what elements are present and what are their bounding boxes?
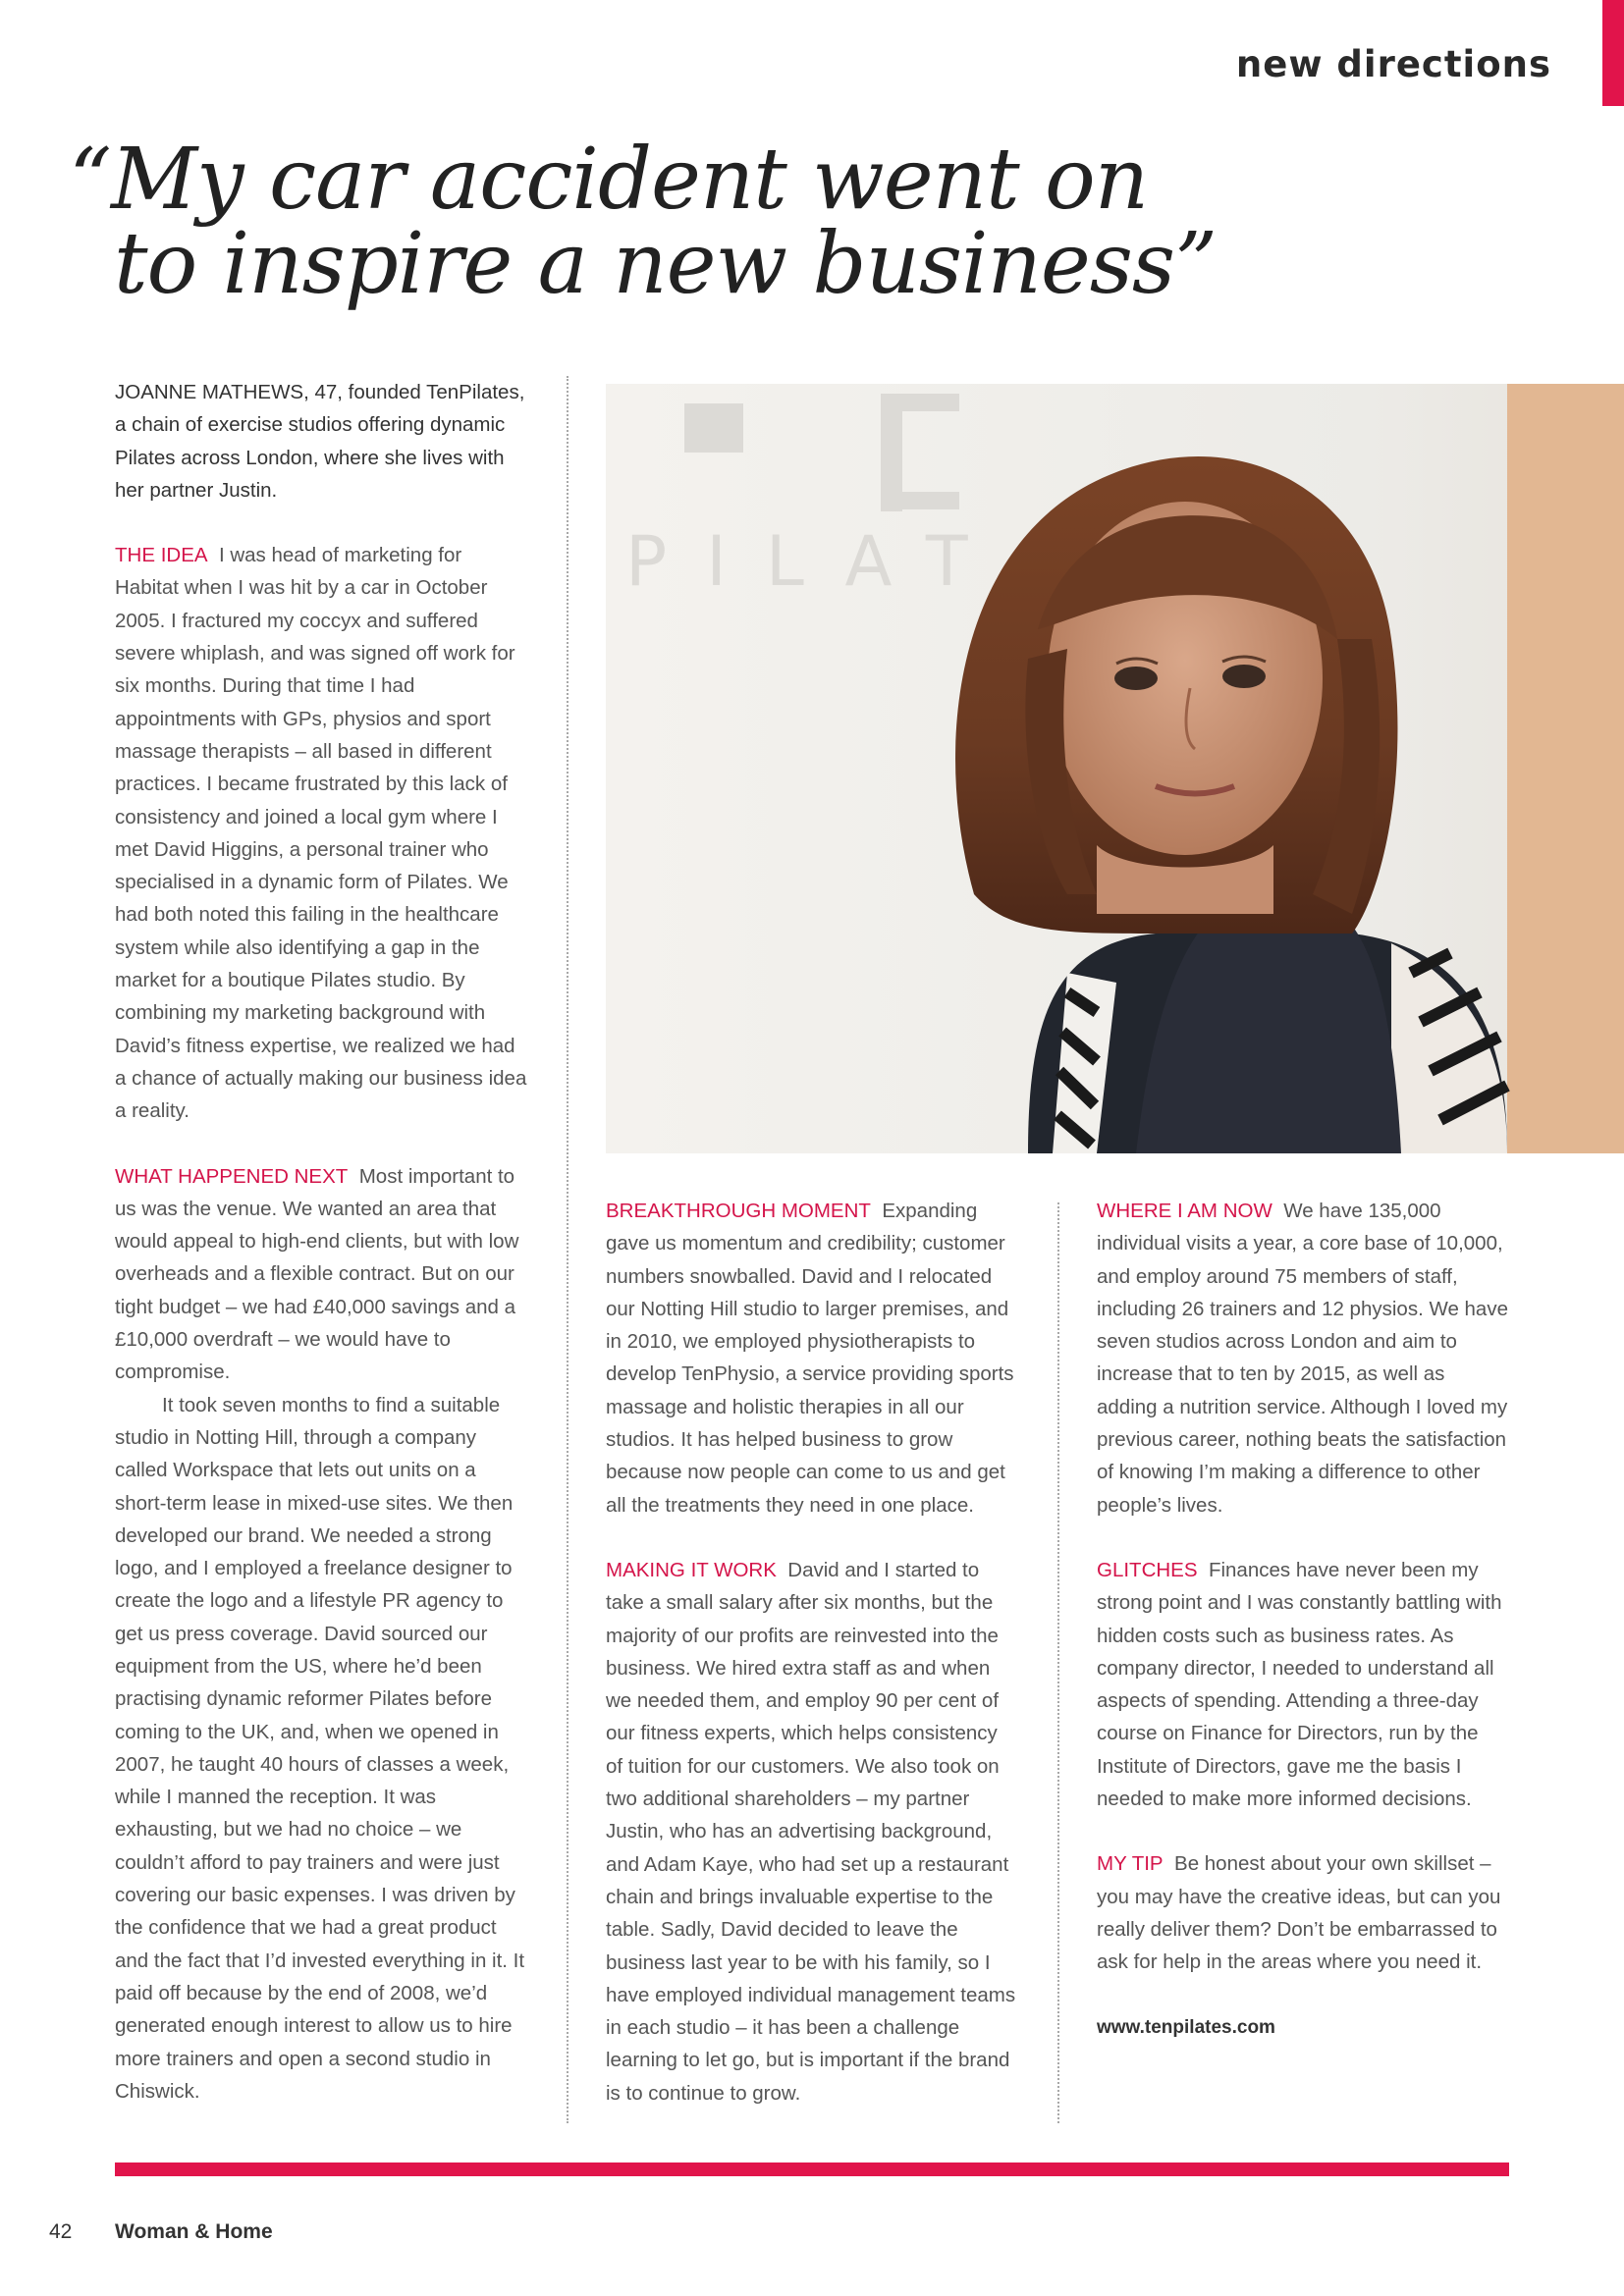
column-divider (1057, 1202, 1059, 2123)
heading-making-it-work: MAKING IT WORK (606, 1558, 777, 1581)
column-divider (567, 376, 568, 2123)
heading-glitches: GLITCHES (1097, 1558, 1198, 1581)
text-column-2 (606, 1195, 1018, 2142)
portrait-photo (606, 384, 1624, 1153)
body-breakthrough-moment: Expanding gave us momentum and credibility; customer numbers snowballed. David and I relocated our Notting Hill studio to larger premises, and in 2010, we employed physiotherapists to develop TenPhysio, a service providing sports massage and holistic therapies in all our studios. It has helped business to grow because now people can come to us and get all the treatments they need in one place. (606, 1200, 1014, 1517)
section-label: new directions (1235, 43, 1551, 85)
standfirst: JOANNE MATHEWS, 47, founded TenPilates, a chain of exercise studios offering dynamic Pilates across London, where she lives with her partner Justin. (115, 381, 525, 502)
section-breakthrough-moment (606, 1195, 1018, 1522)
body-the-idea: I was head of marketing for Habitat when I was hit by a car in October 2005. I fractured my coccyx and suffered severe whiplash, and was signed off work for six months. During that time I had appointments with GPs, physios and sport massage therapists – all based in different practices. I became frustrated by this lack of consistency and joined a local gym where I met David Higgins, a personal trainer who specialised in a dynamic form of Pilates. We had both noted this failing in the healthcare system while also identifying a gap in the market for a boutique Pilates studio. By combining my marketing background with David’s fitness expertise, we realized we had a chance of actually making our business idea a reality. (115, 544, 527, 1123)
text-column-3 (1097, 1195, 1509, 2076)
headline-line-1: “My car accident went on (69, 131, 1149, 229)
body-what-happened-next: Most important to us was the venue. We wanted an area that would appeal to high-end clients, but with low overheads and a flexible contract. But on our tight budget – we had £40,000 savings and a £10,000 overdraft – we would have to compromise. (115, 1164, 519, 1384)
section-what-happened-next (115, 1160, 527, 1389)
body-my-tip: Be honest about your own skillset – you may have the creative ideas, but can you really deliver them? Don’t be embarrassed to ask for help in the areas where you need it. (1097, 1852, 1501, 1974)
magazine-name: Woman & Home (115, 2220, 273, 2243)
body-where-i-am-now: We have 135,000 individual visits a year, a core base of 10,000, and employ around 75 members of staff, including 26 trainers and 12 physios. We have seven studios across London and aim to increase that to ten by 2015, as well as adding a nutrition service. Although I loved my previous career, nothing beats the satisfaction of knowing I’m making a difference to other people’s lives. (1097, 1200, 1508, 1517)
body-what-happened-next-continued: It took seven months to find a suitable studio in Notting Hill, through a company called Workspace that lets out units on a short-term lease in mixed-use sites. We then developed our brand. We needed a strong logo, and I employed a freelance designer to create the logo and a lifestyle PR agency to get us press coverage. David sourced our equipment from the US, where he’d been practising dynamic reformer Pilates before coming to the UK, and, when we opened in 2007, he taught 40 hours of classes a week, while I manned the reception. It was exhausting, but we had no choice – we couldn’t afford to pay trainers and were just covering our basic expenses. I was driven by the confidence that we had a great product and the fact that I’d invested everything in it. It paid off because by the end of 2008, we’d generated enough interest to allow us to hire more trainers and open a second studio in Chiswick. (115, 1393, 525, 2103)
svg-text:PILAT: PILAT (625, 521, 1007, 602)
website-link[interactable]: www.tenpilates.com (1097, 2016, 1275, 2038)
heading-what-happened-next: WHAT HAPPENED NEXT (115, 1164, 349, 1188)
section-color-tab (1602, 0, 1624, 106)
section-my-tip (1097, 1847, 1509, 1978)
heading-the-idea: THE IDEA (115, 544, 208, 567)
heading-breakthrough-moment: BREAKTHROUGH MOMENT (606, 1200, 871, 1222)
heading-my-tip: MY TIP (1097, 1852, 1164, 1876)
headline-line-2: to inspire a new business” (114, 215, 1218, 313)
body-glitches: Finances have never been my strong point and I was constantly battling with hidden costs such as business rates. As company director, I needed to understand all aspects of spending. Attending a three-day course on Finance for Directors, run by the Institute of Directors, gave me the basis I needed to make more informed decisions. (1097, 1558, 1502, 1811)
section-glitches (1097, 1554, 1509, 1815)
headline (69, 131, 1218, 313)
section-the-idea (115, 539, 527, 1127)
bottom-rule (115, 2163, 1509, 2176)
section-where-i-am-now (1097, 1195, 1509, 1522)
body-making-it-work: David and I started to take a small salary after six months, but the majority of our profits are reinvested into the business. We hired extra staff as and when we needed them, and employ 90 per cent of our fitness experts, which helps consistency of tuition for our customers. We also took on two additional shareholders – my partner Justin, who has an advertising background, and Adam Kaye, who had set up a restaurant chain and brings invaluable expertise to the table. Sadly, David decided to leave the business last year to be with his family, so I have employed individual management teams in each studio – it has been a challenge learning to let go, but is important if the brand is to continue to grow. (606, 1558, 1016, 2105)
section-making-it-work (606, 1554, 1018, 2109)
heading-where-i-am-now: WHERE I AM NOW (1097, 1200, 1272, 1222)
page-number: 42 (49, 2220, 73, 2243)
text-column-1 (115, 376, 527, 2140)
